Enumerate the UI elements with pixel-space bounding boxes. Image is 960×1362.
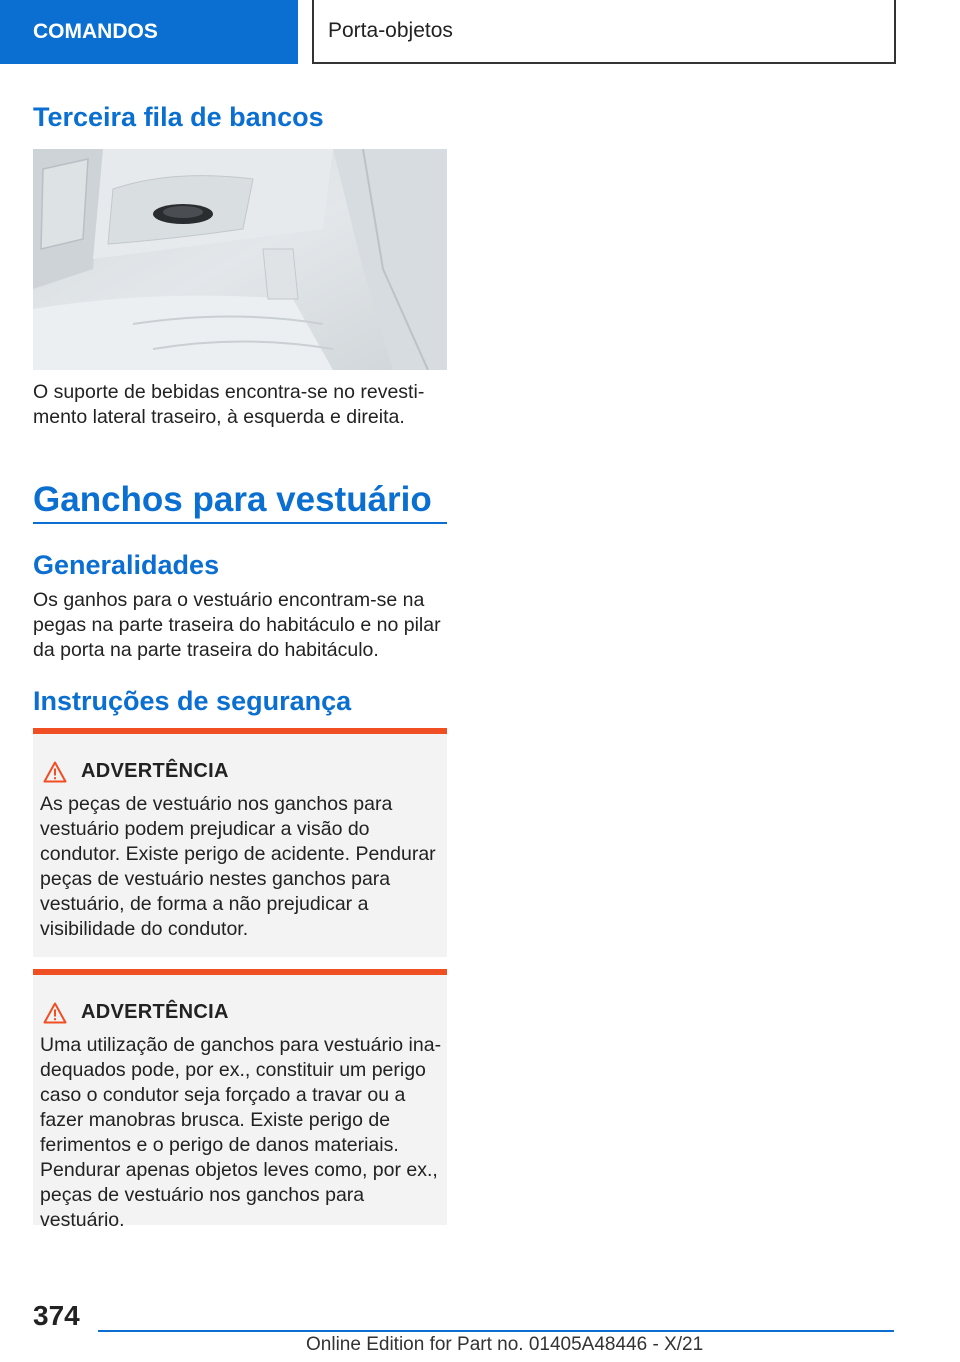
third-row-text: O suporte de bebidas encontra-se no revestimento lateral traseiro, à esquerda e direita. xyxy=(33,381,425,428)
general-heading-block xyxy=(33,550,447,581)
safety-heading: Instruções de segurança xyxy=(33,686,352,716)
third-row-heading: Terceira fila de bancos xyxy=(33,102,324,132)
third-row-text-block xyxy=(33,380,447,430)
general-text: Os ganhos para o vestuário encontram-se na pegas na parte traseira do habitáculo e no pilar da porta na parte traseira do habitáculo. xyxy=(33,589,441,661)
section-label: Porta-objetos xyxy=(328,19,453,42)
cupholder-photo xyxy=(33,149,447,370)
footer-edition: Online Edition for Part no. 01405A48446 - X/21 xyxy=(306,1334,704,1355)
warning-text-1: As peças de vestuário nos ganchos para vestuário podem prejudicar a visão do condutor. Existe perigo de acidente. Pendurar peças de vestuário nestes ganchos para vestuário, de forma a não prejudicar a visibilidade do condutor. xyxy=(40,793,436,940)
warning-header-1 xyxy=(43,760,229,783)
section-header xyxy=(312,0,896,64)
warning-text-2: Uma utilização de ganchos para vestuário inadequados pode, por ex., constituir um perigo caso o condutor seja forçado a travar ou a fazer manobras brusca. Existe perigo de ferimentos e o perigo de danos materiais. Pendurar apenas objetos leves como, por ex., peças de vestuário nos ganchos para vestuário. xyxy=(40,1034,442,1231)
hooks-heading: Ganchos para vestuário xyxy=(33,480,432,519)
warning-triangle-icon xyxy=(43,761,67,783)
third-row-heading-block xyxy=(33,102,447,133)
warning-title-1: ADVERTÊNCIA xyxy=(81,760,229,782)
warning-title-2: ADVERTÊNCIA xyxy=(81,1001,229,1023)
chapter-tab xyxy=(0,0,298,64)
heading-rule xyxy=(33,522,447,524)
warning-triangle-icon xyxy=(43,1002,67,1024)
hooks-heading-block xyxy=(33,480,447,520)
safety-heading-block xyxy=(33,686,447,717)
page-number: 374 xyxy=(33,1300,80,1331)
chapter-label: COMANDOS xyxy=(33,20,158,43)
footer-rule xyxy=(98,1330,894,1332)
warning-box-2 xyxy=(33,969,447,1231)
general-heading: Generalidades xyxy=(33,550,220,580)
warning-header-2 xyxy=(43,1001,229,1024)
general-text-block xyxy=(33,588,447,663)
warning-box-1 xyxy=(33,728,447,957)
